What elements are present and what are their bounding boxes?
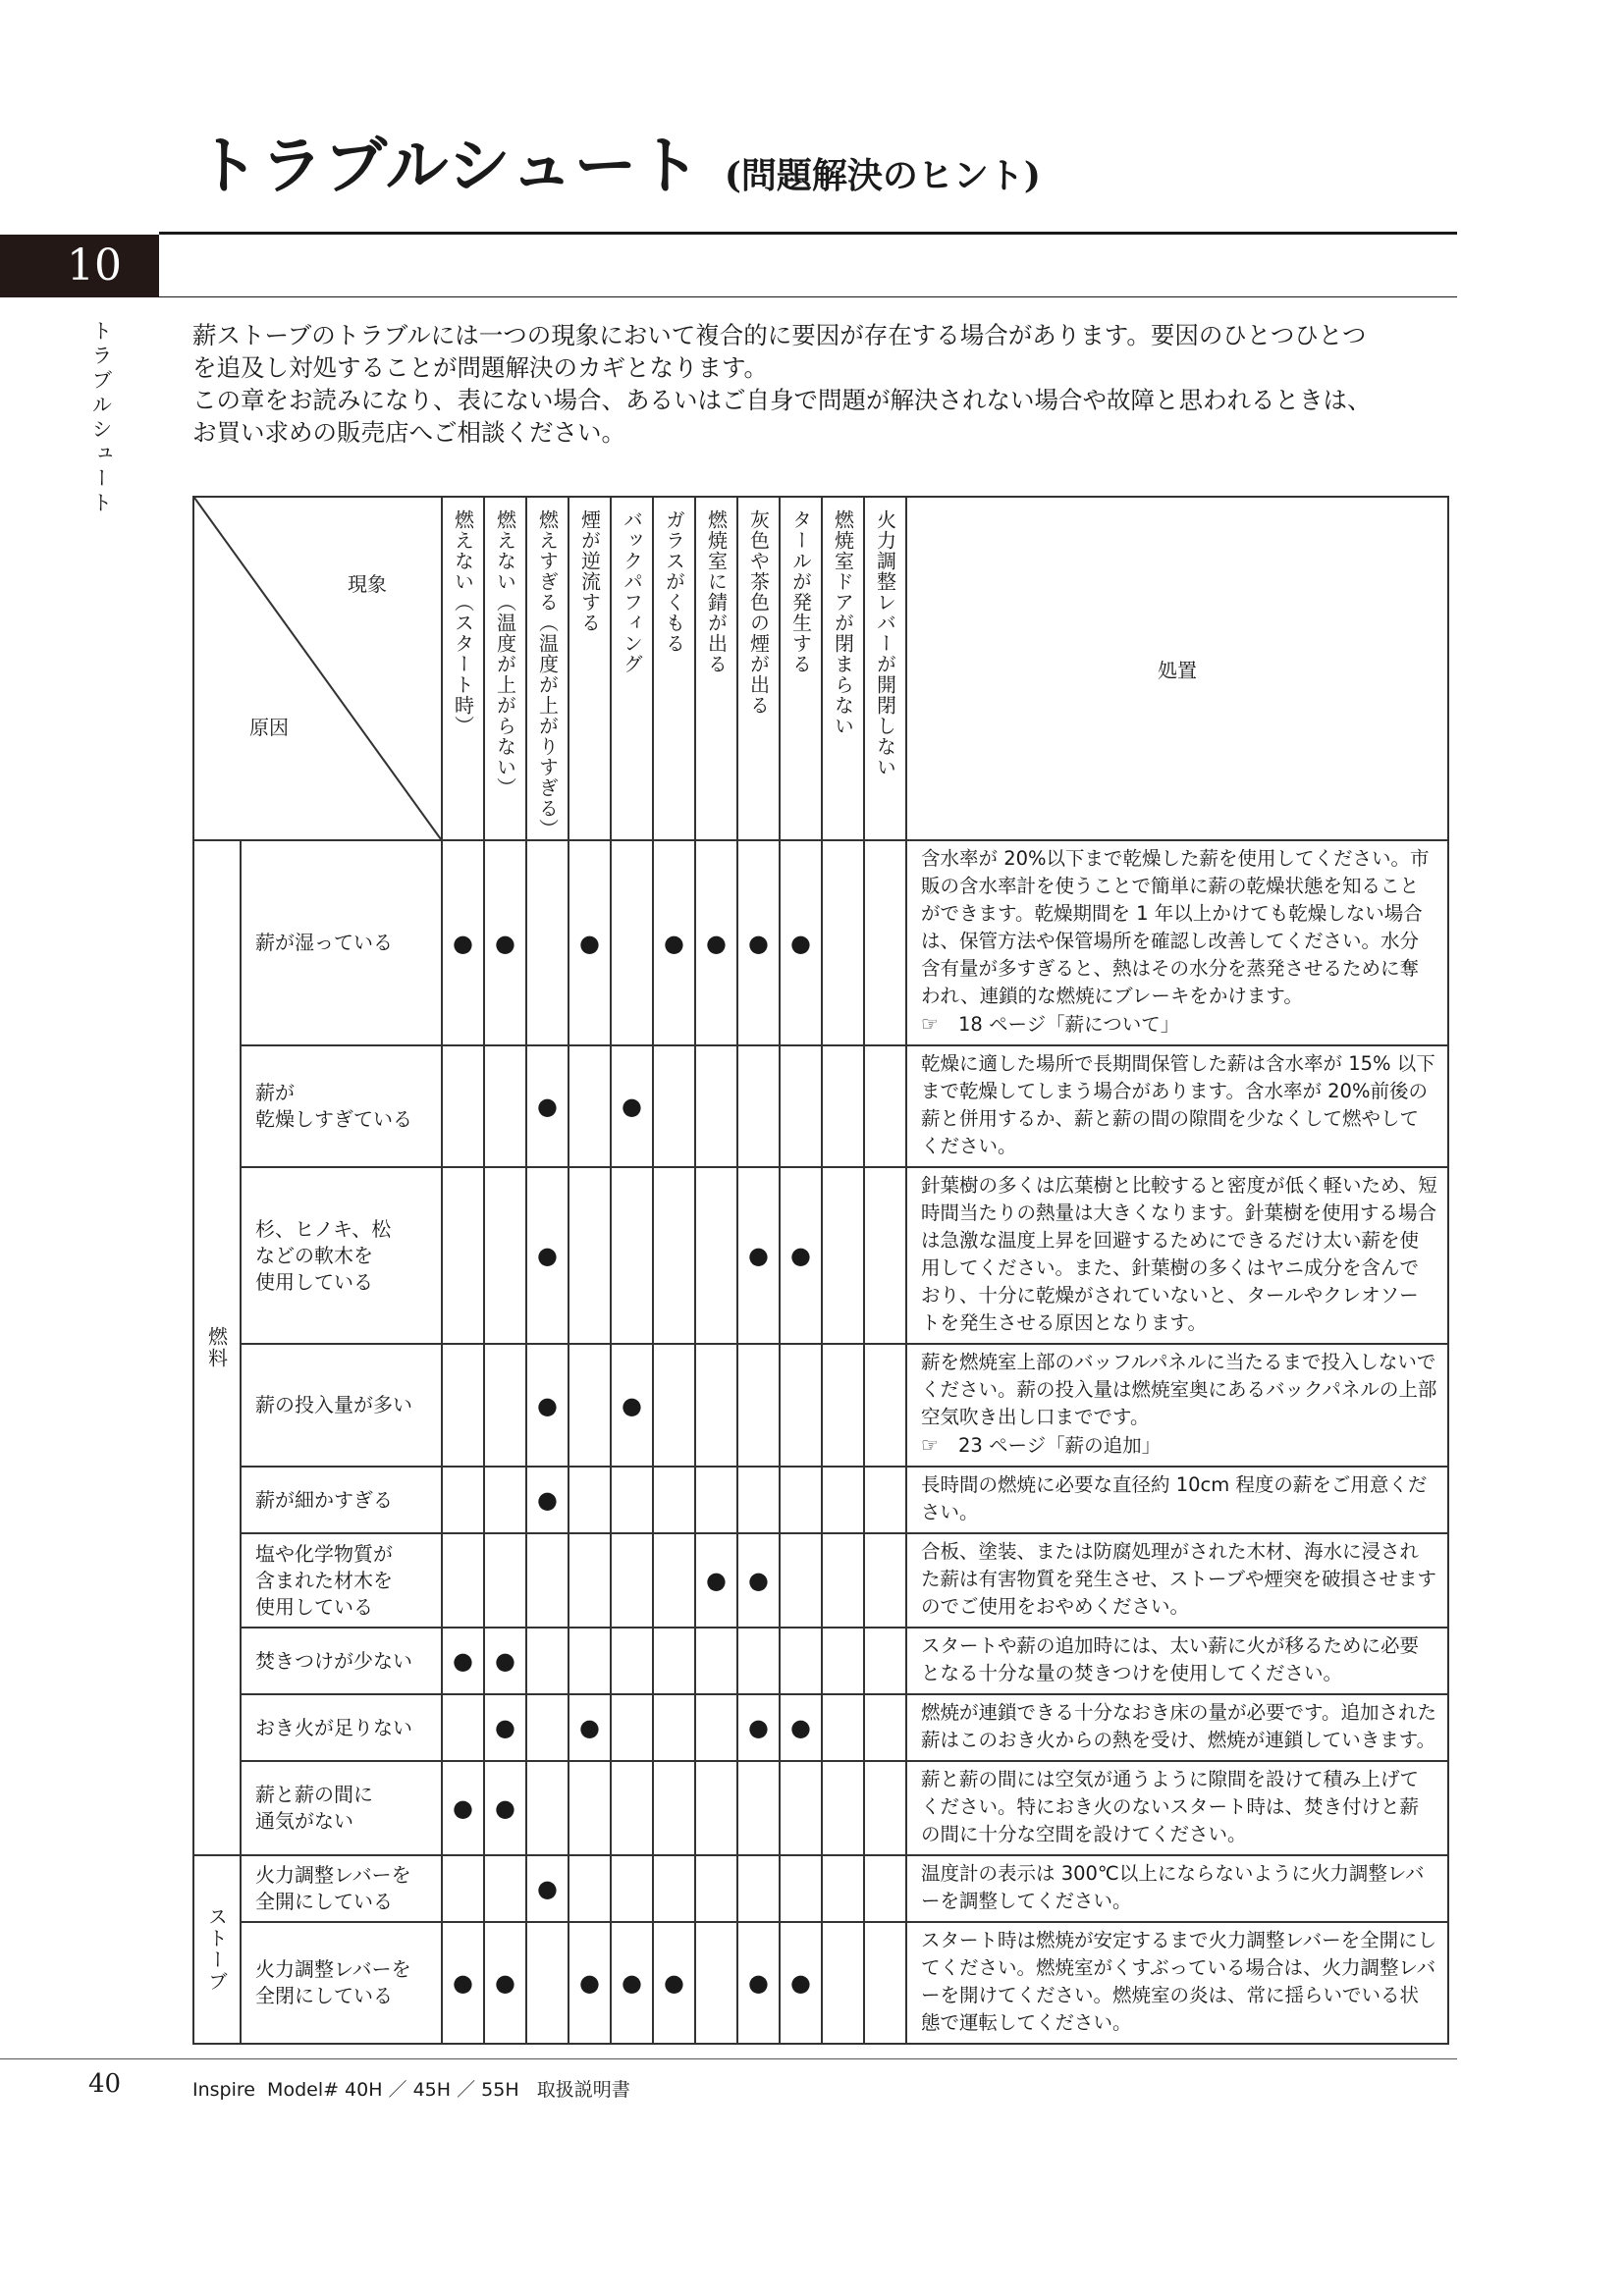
mark-dot: ● (442, 840, 484, 1045)
title-main: トラブルシュート (196, 130, 702, 203)
mark-empty (611, 1533, 653, 1628)
mark-empty (484, 1855, 526, 1922)
column-header-6 (653, 497, 695, 840)
cause-cell: 塩や化学物質が 含まれた材木を 使用している (241, 1533, 442, 1628)
mark-empty (653, 1344, 695, 1467)
mark-empty (484, 1167, 526, 1344)
mark-empty (611, 1761, 653, 1855)
mark-empty (653, 1167, 695, 1344)
mark-empty (653, 1467, 695, 1533)
action-cell (906, 840, 1448, 1045)
mark-empty (442, 1344, 484, 1467)
mark-empty (864, 1533, 906, 1628)
mark-empty (653, 1533, 695, 1628)
cause-cell: 薪が 乾燥しすぎている (241, 1045, 442, 1167)
action-cell (906, 1628, 1448, 1694)
intro-paragraph-2: この章をお読みになり、表にない場合、あるいはご自身で問題が解決されない場合や故障と思われるときは、 お買い求めの販売店へご相談ください。 (192, 386, 1372, 447)
mark-dot: ● (780, 1167, 822, 1344)
mark-dot: ● (526, 1855, 568, 1922)
mark-empty (484, 1344, 526, 1467)
mark-dot: ● (737, 1922, 780, 2044)
column-header-7 (695, 497, 737, 840)
mark-empty (737, 1045, 780, 1167)
mark-empty (568, 1628, 611, 1694)
mark-dot: ● (484, 1922, 526, 2044)
mark-empty (780, 1628, 822, 1694)
mark-empty (484, 1045, 526, 1167)
table-row (193, 1922, 1448, 2044)
action-text: 長時間の燃焼に必要な直径約 10cm 程度の薪をご用意ください。 (921, 1473, 1428, 1523)
mark-empty (611, 1694, 653, 1761)
mark-empty (442, 1045, 484, 1167)
mark-dot: ● (442, 1761, 484, 1855)
cause-cell: 薪と薪の間に 通気がない (241, 1761, 442, 1855)
mark-empty (526, 1694, 568, 1761)
column-header-label: タールが発生する (788, 509, 813, 674)
table-row (193, 1533, 1448, 1628)
mark-dot: ● (442, 1628, 484, 1694)
column-header-4 (568, 497, 611, 840)
cause-cell: おき火が足りない (241, 1694, 442, 1761)
mark-empty (653, 1045, 695, 1167)
mark-empty (695, 1344, 737, 1467)
mark-empty (780, 1045, 822, 1167)
table-row (193, 1628, 1448, 1694)
action-text: 温度計の表示は 300℃以上にならないように火力調整レバーを調整してください。 (921, 1862, 1425, 1912)
mark-empty (822, 1467, 864, 1533)
corner-phenomenon-label: 現象 (348, 572, 387, 596)
mark-dot: ● (695, 840, 737, 1045)
cause-cell: 薪が湿っている (241, 840, 442, 1045)
pointing-hand-icon: ☞ (921, 1433, 939, 1457)
mark-empty (442, 1467, 484, 1533)
mark-empty (568, 1761, 611, 1855)
action-text: スタート時は燃焼が安定するまで火力調整レバーを全開にしてください。燃焼室がくすぶっている場合は、火力調整レバーを開けてください。燃焼室の炎は、常に揺らいでいる状態で運転してください。 (921, 1929, 1437, 2034)
mark-empty (526, 1761, 568, 1855)
mark-empty (442, 1533, 484, 1628)
mark-dot: ● (737, 1694, 780, 1761)
table-row (193, 1467, 1448, 1533)
action-text: 薪と薪の間には空気が通うように隙間を設けて積み上げてください。特におき火のないスタート時は、焚き付けと薪の間に十分な空間を設けてください。 (921, 1768, 1420, 1845)
mark-empty (526, 1922, 568, 2044)
mark-dot: ● (780, 1694, 822, 1761)
action-text: 乾燥に適した場所で長期間保管した薪は含水率が 15% 以下まで乾燥してしまう場合があります。含水率が 20%前後の薪と併用するか、薪と薪の間の隙間を少なくして燃やしてください。 (921, 1052, 1435, 1157)
mark-empty (484, 1467, 526, 1533)
mark-empty (442, 1855, 484, 1922)
action-cell (906, 1467, 1448, 1533)
mark-dot: ● (653, 1922, 695, 2044)
mark-dot: ● (484, 840, 526, 1045)
group-label: 燃料 (193, 840, 241, 1855)
intro-text (192, 319, 1469, 449)
mark-empty (864, 1045, 906, 1167)
mark-dot: ● (526, 1344, 568, 1467)
table-row (193, 1694, 1448, 1761)
mark-dot: ● (653, 840, 695, 1045)
column-header-label: 燃えすぎる（温度が上がりすぎる） (535, 509, 560, 839)
intro-paragraph-1: 薪ストーブのトラブルには一つの現象において複合的に要因が存在する場合があります。要因のひとつひとつ を追及し対処することが問題解決のカギとなります。 (192, 321, 1367, 382)
mark-empty (611, 1628, 653, 1694)
mark-dot: ● (568, 840, 611, 1045)
action-text: 燃焼が連鎖できる十分なおき床の量が必要です。追加された薪はこのおき火からの熱を受け、燃焼が連鎖していきます。 (921, 1701, 1436, 1751)
mark-empty (653, 1855, 695, 1922)
action-cell (906, 1761, 1448, 1855)
mark-dot: ● (568, 1694, 611, 1761)
action-header: 処置 (906, 497, 1448, 840)
mark-empty (737, 1761, 780, 1855)
table-row (193, 840, 1448, 1045)
mark-dot: ● (568, 1922, 611, 2044)
table-row (193, 1167, 1448, 1344)
mark-dot: ● (484, 1628, 526, 1694)
mark-empty (864, 840, 906, 1045)
mark-dot: ● (780, 1922, 822, 2044)
mark-empty (611, 1855, 653, 1922)
page-reference (921, 1431, 1437, 1460)
mark-empty (864, 1694, 906, 1761)
table-row (193, 1855, 1448, 1922)
chapter-rule (159, 296, 1457, 297)
action-cell (906, 1922, 1448, 2044)
corner-diagonal (194, 498, 441, 839)
mark-empty (611, 1167, 653, 1344)
column-header-2 (484, 497, 526, 840)
mark-empty (780, 1467, 822, 1533)
cause-cell: 火力調整レバーを 全開にしている (241, 1855, 442, 1922)
action-text: 薪を燃焼室上部のバッフルパネルに当たるまで投入しないでください。薪の投入量は燃焼室奥にあるバックパネルの上部空気吹き出し口までです。 (921, 1351, 1437, 1428)
mark-empty (526, 1533, 568, 1628)
mark-empty (737, 1855, 780, 1922)
mark-empty (695, 1628, 737, 1694)
title-subtitle: (問題解決のヒント) (724, 155, 1041, 196)
mark-empty (780, 1533, 822, 1628)
action-text: スタートや薪の追加時には、太い薪に火が移るために必要となる十分な量の焚きつけを使用してください。 (921, 1634, 1420, 1684)
table-body (193, 840, 1448, 2044)
column-header-label: 燃焼室に錆が出る (704, 509, 729, 674)
column-header-3 (526, 497, 568, 840)
column-header-label: 灰色や茶色の煙が出る (746, 509, 771, 716)
chapter-number: 10 (67, 240, 122, 291)
mark-empty (695, 1167, 737, 1344)
mark-empty (780, 1344, 822, 1467)
column-header-label: 燃えない（温度が上がらない） (493, 509, 517, 798)
mark-empty (864, 1628, 906, 1694)
mark-empty (526, 1628, 568, 1694)
mark-empty (822, 1761, 864, 1855)
cause-cell: 焚きつけが少ない (241, 1628, 442, 1694)
side-section-label: トラブルシュート (89, 320, 113, 516)
cause-cell: 杉、ヒノキ、松 などの軟木を 使用している (241, 1167, 442, 1344)
mark-empty (568, 1855, 611, 1922)
action-cell (906, 1533, 1448, 1628)
column-header-label: 煙が逆流する (577, 509, 602, 633)
table-row (193, 1045, 1448, 1167)
page-reference (921, 1010, 1437, 1039)
column-header-label: 燃焼室ドアが閉まらない (831, 509, 855, 736)
cause-cell: 薪が細かすぎる (241, 1467, 442, 1533)
mark-empty (822, 1344, 864, 1467)
mark-empty (864, 1922, 906, 2044)
mark-dot: ● (484, 1694, 526, 1761)
mark-dot: ● (526, 1167, 568, 1344)
mark-empty (568, 1344, 611, 1467)
mark-empty (695, 1467, 737, 1533)
mark-empty (611, 840, 653, 1045)
title-rule (159, 232, 1457, 235)
action-cell (906, 1167, 1448, 1344)
mark-empty (653, 1694, 695, 1761)
column-header-8 (737, 497, 780, 840)
action-text: 針葉樹の多くは広葉樹と比較すると密度が低く軽いため、短時間当たりの熱量は大きくなります。針葉樹を使用する場合は急激な温度上昇を回避するためにできるだけ太い薪を使用してください。また、針葉樹の多くはヤニ成分を含んでおり、十分に乾燥がされていないと、タールやクレオソートを発生させる原因となります。 (921, 1174, 1437, 1334)
action-cell (906, 1855, 1448, 1922)
mark-empty (822, 1045, 864, 1167)
mark-dot: ● (737, 840, 780, 1045)
mark-empty (568, 1167, 611, 1344)
troubleshoot-table (192, 496, 1449, 2045)
column-header-label: バックパフィング (620, 509, 644, 674)
mark-dot: ● (780, 840, 822, 1045)
action-text: 合板、塗装、または防腐処理がされた木材、海水に浸された薪は有害物質を発生させ、ストーブや煙突を破損させますのでご使用をおやめください。 (921, 1540, 1436, 1618)
column-header-5 (611, 497, 653, 840)
footer-rule (0, 2058, 1457, 2059)
mark-empty (822, 840, 864, 1045)
mark-dot: ● (611, 1344, 653, 1467)
corner-cell (193, 497, 442, 840)
mark-dot: ● (611, 1045, 653, 1167)
mark-empty (822, 1533, 864, 1628)
mark-empty (737, 1628, 780, 1694)
pointing-hand-icon: ☞ (921, 1012, 939, 1036)
mark-empty (737, 1467, 780, 1533)
mark-empty (568, 1533, 611, 1628)
mark-empty (695, 1855, 737, 1922)
column-header-10 (822, 497, 864, 840)
group-label: ストーブ (193, 1855, 241, 2044)
action-cell (906, 1045, 1448, 1167)
mark-dot: ● (611, 1922, 653, 2044)
cause-cell: 火力調整レバーを 全閉にしている (241, 1922, 442, 2044)
mark-empty (695, 1922, 737, 2044)
mark-empty (822, 1694, 864, 1761)
mark-empty (822, 1167, 864, 1344)
mark-empty (695, 1761, 737, 1855)
mark-empty (737, 1344, 780, 1467)
mark-empty (822, 1855, 864, 1922)
mark-empty (822, 1922, 864, 2044)
page-reference-text: 23 ページ「薪の追加」 (958, 1434, 1162, 1457)
column-header-1 (442, 497, 484, 840)
action-text: 含水率が 20%以下まで乾燥した薪を使用してください。市販の含水率計を使うことで簡単に薪の乾燥状態を知ることができます。乾燥期間を 1 年以上かけても乾燥しない場合は、保管方法や保管場所を確認し改善してください。水分含有量が多すぎると、熱はその水分を蒸発させるために奪われ、連鎖的な燃焼にブレーキをかけます。 (921, 847, 1430, 1007)
mark-dot: ● (442, 1922, 484, 2044)
mark-empty (653, 1761, 695, 1855)
mark-empty (568, 1467, 611, 1533)
mark-empty (653, 1628, 695, 1694)
mark-dot: ● (695, 1533, 737, 1628)
mark-dot: ● (526, 1045, 568, 1167)
mark-empty (442, 1694, 484, 1761)
column-header-label: 火力調整レバーが開閉しない (873, 509, 897, 777)
mark-empty (568, 1045, 611, 1167)
mark-empty (864, 1344, 906, 1467)
page-number: 40 (88, 2069, 122, 2099)
mark-empty (864, 1167, 906, 1344)
column-header-11 (864, 497, 906, 840)
mark-empty (822, 1628, 864, 1694)
mark-empty (864, 1855, 906, 1922)
mark-empty (780, 1855, 822, 1922)
mark-empty (780, 1761, 822, 1855)
mark-dot: ● (484, 1761, 526, 1855)
table-row (193, 1761, 1448, 1855)
column-header-label: 燃えない（スタート時） (451, 509, 475, 736)
mark-empty (611, 1467, 653, 1533)
action-cell (906, 1344, 1448, 1467)
mark-empty (695, 1045, 737, 1167)
page-title (196, 130, 1041, 203)
mark-empty (526, 840, 568, 1045)
mark-empty (484, 1533, 526, 1628)
column-header-label: ガラスがくもる (662, 509, 686, 654)
page-reference-text: 18 ページ「薪について」 (958, 1013, 1180, 1036)
mark-empty (864, 1467, 906, 1533)
mark-dot: ● (526, 1467, 568, 1533)
mark-dot: ● (737, 1533, 780, 1628)
footer-manual-title: Inspire Model# 40H ／ 45H ／ 55H 取扱説明書 (192, 2079, 630, 2101)
mark-empty (864, 1761, 906, 1855)
mark-empty (695, 1694, 737, 1761)
action-cell (906, 1694, 1448, 1761)
corner-cause-label: 原因 (249, 716, 289, 739)
mark-empty (442, 1167, 484, 1344)
mark-dot: ● (737, 1167, 780, 1344)
column-header-9 (780, 497, 822, 840)
cause-cell: 薪の投入量が多い (241, 1344, 442, 1467)
table-header-row (193, 497, 1448, 840)
table-row (193, 1344, 1448, 1467)
chapter-number-box (0, 235, 159, 297)
